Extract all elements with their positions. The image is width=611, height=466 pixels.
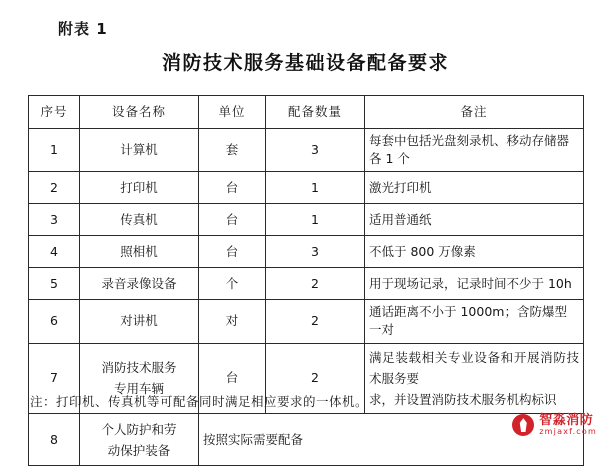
cell-qty: 1 [266, 172, 365, 204]
cell-qty: 3 [266, 236, 365, 268]
cell-unit: 台 [199, 343, 266, 414]
table-row [29, 172, 584, 204]
cell-no: 7 [29, 343, 80, 414]
watermark-text [539, 414, 597, 436]
cell-no: 8 [29, 414, 80, 466]
cell-remark: 通话距离不小于 1000m；含防爆型一对 [365, 300, 584, 343]
cell-remark-line1: 满足装载相关专业设备和开展消防技术服务要 [369, 349, 579, 386]
cell-remark: 激光打印机 [365, 172, 584, 204]
table-row [29, 236, 584, 268]
cell-qty: 2 [266, 268, 365, 300]
table-row [29, 204, 584, 236]
cell-no: 1 [29, 129, 80, 172]
watermark-brand-en: zmjaxf.com [539, 426, 597, 436]
cell-no: 3 [29, 204, 80, 236]
watermark [512, 414, 597, 436]
column-header-unit: 单位 [199, 96, 266, 129]
attachment-label: 附表 1 [58, 20, 108, 38]
cell-no: 6 [29, 300, 80, 343]
cell-unit: 个 [199, 268, 266, 300]
cell-name-line1: 个人防护和劳 [101, 421, 177, 437]
cell-remark-line2: 求，并设置消防技术服务机构标识 [369, 392, 557, 407]
column-header-no: 序号 [29, 96, 80, 129]
cell-remark: 不低于 800 万像素 [365, 236, 584, 268]
cell-qty: 3 [266, 129, 365, 172]
cell-name: 打印机 [80, 172, 199, 204]
equipment-requirements-table [28, 95, 584, 466]
table-row [29, 300, 584, 343]
cell-name-line2: 动保护装备 [107, 442, 171, 458]
cell-name: 传真机 [80, 204, 199, 236]
cell-no: 5 [29, 268, 80, 300]
column-header-remark: 备注 [365, 96, 584, 129]
cell-no: 4 [29, 236, 80, 268]
cell-name: 计算机 [80, 129, 199, 172]
cell-name-line2: 专用车辆 [113, 381, 164, 397]
cell-no: 2 [29, 172, 80, 204]
watermark-brand-cn: 智淼消防 [539, 412, 594, 428]
flame-logo-icon [512, 414, 534, 436]
cell-qty: 1 [266, 204, 365, 236]
cell-name-line1: 消防技术服务 [101, 360, 177, 376]
cell-name: 对讲机 [80, 300, 199, 343]
table-row [29, 129, 584, 172]
cell-unit: 台 [199, 236, 266, 268]
cell-unit: 套 [199, 129, 266, 172]
table-header-row [29, 96, 584, 129]
cell-remark: 每套中包括光盘刻录机、移动存储器各 1 个 [365, 129, 584, 172]
cell-remark [365, 343, 584, 414]
cell-qty: 2 [266, 300, 365, 343]
cell-remark: 按照实际需要配备 [199, 414, 584, 466]
cell-name: 照相机 [80, 236, 199, 268]
column-header-qty: 配备数量 [266, 96, 365, 129]
table-footnote: 注：打印机、传真机等可配备同时满足相应要求的一体机。 [30, 394, 369, 409]
cell-qty: 2 [266, 343, 365, 414]
cell-name [80, 414, 199, 466]
table-row [29, 414, 584, 466]
table-row [29, 268, 584, 300]
column-header-name: 设备名称 [80, 96, 199, 129]
cell-remark: 用于现场记录，记录时间不少于 10h [365, 268, 584, 300]
page-title: 消防技术服务基础设备配备要求 [161, 52, 449, 74]
cell-unit: 台 [199, 172, 266, 204]
cell-remark: 适用普通纸 [365, 204, 584, 236]
cell-name: 录音录像设备 [80, 268, 199, 300]
cell-unit: 台 [199, 204, 266, 236]
cell-unit: 对 [199, 300, 266, 343]
